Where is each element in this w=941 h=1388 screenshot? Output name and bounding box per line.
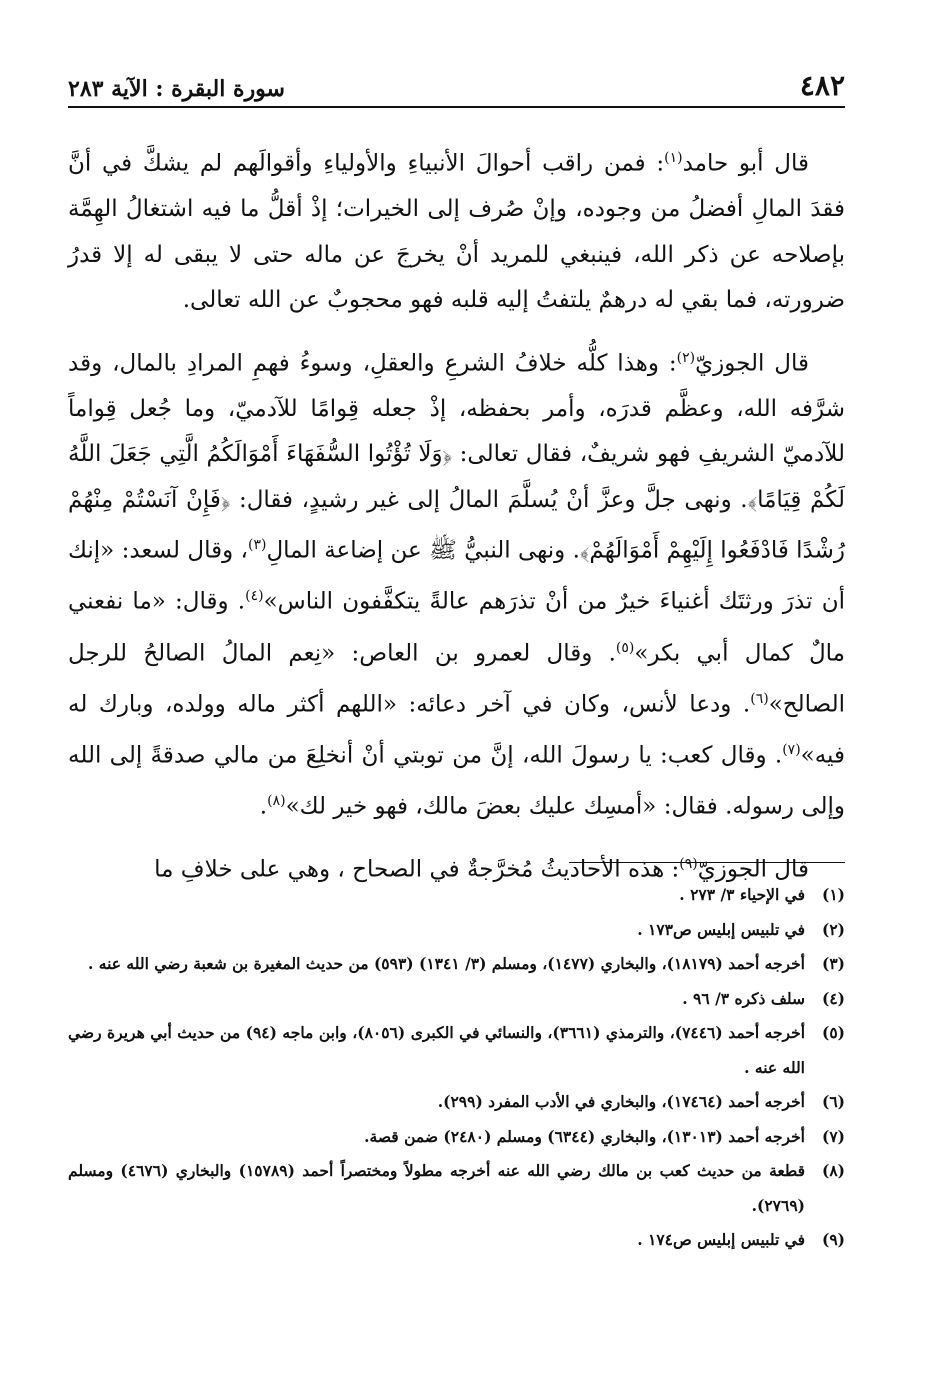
footnote-text: في تلبيس إبليس ص١٧٣ . bbox=[637, 919, 805, 939]
footnote bbox=[68, 947, 845, 982]
text-segment: قال الجوزيّ bbox=[695, 350, 810, 377]
footnote-number: (٦) bbox=[821, 1092, 845, 1111]
footnote bbox=[68, 1154, 845, 1223]
footnote bbox=[68, 878, 845, 913]
footnote-separator bbox=[569, 862, 845, 863]
page-header bbox=[68, 62, 845, 102]
text-segment: ، وقال لسعد: «إنك أن تذرَ ورثتَك أغنياءَ خيرٌ من أنْ تذرَهم عالةً يتكفَّفون الناس» bbox=[68, 537, 845, 616]
footnote bbox=[68, 1223, 845, 1258]
header-rule bbox=[68, 106, 845, 108]
footnote-marker[interactable]: (٢) bbox=[676, 349, 696, 366]
main-text bbox=[68, 136, 845, 905]
footnote-number: (٣) bbox=[821, 954, 845, 973]
footnote-marker[interactable]: (١) bbox=[664, 150, 683, 166]
running-head: سورة البقرة : الآية ٢٨٣ bbox=[68, 76, 285, 102]
footnote-number: (٢) bbox=[821, 919, 845, 939]
footnote-marker[interactable]: (٨) bbox=[267, 793, 286, 810]
footnote-number: (١) bbox=[821, 885, 845, 904]
footnote-marker[interactable]: (٩) bbox=[679, 856, 698, 873]
footnote bbox=[68, 1016, 845, 1085]
footnote-text: أخرجه أحمد (١٨١٧٩)، والبخاري (١٤٧٧)، ومسلم (٣/ ١٣٤١) (٥٩٣) من حديث المغيرة بن شعبة رضي الله عنه . bbox=[87, 954, 805, 973]
text-segment: قال الجوزيّ bbox=[697, 856, 809, 883]
footnote-marker[interactable]: (٥) bbox=[615, 639, 635, 656]
footnote-number: (٧) bbox=[821, 1126, 845, 1146]
text-segment: . وقال: «ما نفعني مالٌ كمال أبي بكر» bbox=[68, 589, 845, 667]
text-segment: . وقال لعمرو بن العاص: «نِعم المالُ الصالحُ للرجل الصالح» bbox=[68, 640, 845, 718]
footnote-text: في تلبيس إبليس ص١٧٤ . bbox=[637, 1230, 805, 1249]
paragraph bbox=[68, 336, 845, 831]
footnote bbox=[68, 982, 845, 1017]
footnote-marker[interactable]: (٣) bbox=[247, 537, 267, 554]
footnote-text: في الإحياء ٣/ ٢٧٣ . bbox=[679, 885, 805, 904]
text-segment: قال أبو حامد bbox=[682, 150, 809, 177]
footnote-marker[interactable]: (٤) bbox=[245, 588, 264, 605]
text-segment: . وقال كعب: يا رسولَ الله، إنَّ من توبتي أنْ أنخلِعَ من مالي صدقةً إلى الله وإلى رسوله. فقال: «أمسِك عليك بعضَ مالك، فهو خير لك» bbox=[68, 742, 845, 820]
text-segment: . ودعا لأنس، وكان في آخر دعائه: «اللهم أكثر ماله وولده، وبارك له فيه» bbox=[68, 691, 845, 769]
text-segment: : هذه الأحاديثُ مُخرَّجةٌ في الصحاح ، وهي على خلافِ ما bbox=[154, 856, 680, 883]
footnote-text: قطعة من حديث كعب بن مالك رضي الله عنه أخرجه مطولاً ومختصراً أحمد (١٥٧٨٩) والبخاري (٤٦٧٦) ومسلم (٢٧٦٩). bbox=[68, 1161, 805, 1215]
footnote bbox=[68, 1085, 845, 1120]
footnote-number: (٥) bbox=[821, 1023, 845, 1042]
footnote-number: (٨) bbox=[821, 1161, 845, 1180]
footnote-marker[interactable]: (٧) bbox=[782, 741, 801, 758]
paragraph bbox=[68, 136, 845, 324]
footnote-text: أخرجه أحمد (١٣٠١٣)، والبخاري (٦٣٤٤) ومسلم (٢٤٨٠) ضمن قصة. bbox=[364, 1126, 805, 1146]
page-number: ٤٨٢ bbox=[799, 69, 845, 102]
footnote-text: أخرجه أحمد (١٧٤٦٤)، والبخاري في الأدب المفرد (٢٩٩). bbox=[437, 1092, 805, 1111]
footnote-text: سلف ذكره ٣/ ٩٦ . bbox=[682, 988, 805, 1008]
footnote bbox=[68, 1120, 845, 1155]
footnote-number: (٤) bbox=[821, 988, 845, 1008]
footnote-marker[interactable]: (٦) bbox=[750, 690, 769, 707]
text-segment: : وهذا كلُّه خلافُ الشرعِ والعقلِ، وسوءُ فهمِ المرادِ بالمال، وقد شرَّفه الله، وعظَّم قدرَه، وأمر بحفظه، إذْ جعله قِوامًا للآدميّ، وما جُعل قِواماً للآدميّ الشريفِ فهو شريفٌ، فقال تعالى: ﴿وَلَا تُؤْتُوا السُّفَهَاءَ أَمْوَالَكُمُ الَّتِي جَعَلَ اللَّهُ لَكُمْ قِيَامًا﴾. ونهى جلَّ وعزَّ أنْ يُسلَّمَ المالُ إلى غير رشيدٍ، فقال: ﴿فَإِنْ آنَسْتُمْ مِنْهُمْ رُشْدًا فَادْفَعُوا إِلَيْهِمْ أَمْوَالَهُمْ﴾. ونهى النبيُّ ﷺ عن إضاعة المالِ bbox=[68, 350, 845, 564]
text-segment: . bbox=[259, 793, 268, 820]
footnote-number: (٩) bbox=[821, 1230, 845, 1249]
footnotes bbox=[68, 878, 845, 1258]
text-segment: : فمن راقب أحوالَ الأنبياءِ والأولياءِ وأقوالَهم لم يشكَّ في أنَّ فقدَ المالِ أفضلُ من وجوده، وإنْ صُرف إلى الخيرات؛ إذْ أقلُّ ما فيه اشتغالُ الهِمَّة بإصلاحه عن ذكر الله، فينبغي للمريد أنْ يخرجَ عن ماله حتى لا يبقى له إلا قدرُ ضرورته، فما بقي له درهمٌ يلتفتُ إليه قلبه فهو محجوبٌ عن الله تعالى. bbox=[68, 150, 845, 314]
footnote-text: أخرجه أحمد (٧٤٤٦)، والترمذي (٣٦٦١)، والنسائي في الكبرى (٨٠٥٦)، وابن ماجه (٩٤) من حديث أبي هريرة رضي الله عنه . bbox=[68, 1023, 806, 1077]
footnote bbox=[68, 913, 845, 948]
